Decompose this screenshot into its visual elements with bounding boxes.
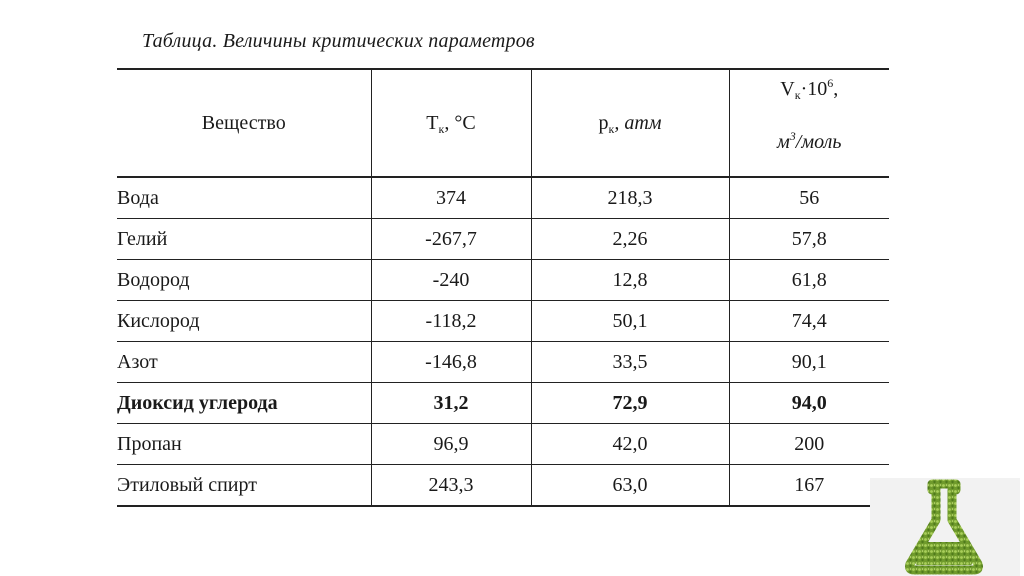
tk-cell: -146,8 — [371, 342, 531, 383]
vk-exponent: 6 — [827, 76, 834, 90]
table-row — [117, 301, 889, 342]
tk-cell: 31,2 — [371, 383, 531, 424]
pk-symbol: p — [598, 111, 609, 134]
header-tk — [371, 69, 531, 177]
substance-cell: Вода — [117, 177, 371, 219]
vk-line-1 — [730, 78, 890, 101]
pk-cell: 33,5 — [531, 342, 729, 383]
table-row — [117, 342, 889, 383]
header-vk — [729, 69, 889, 177]
pk-cell: 63,0 — [531, 465, 729, 507]
critical-parameters-table — [117, 68, 889, 507]
table-row — [117, 260, 889, 301]
tk-cell: -267,7 — [371, 219, 531, 260]
substance-cell: Водород — [117, 260, 371, 301]
vk-unit-exponent: 3 — [789, 129, 796, 143]
substance-cell: Этиловый спирт — [117, 465, 371, 507]
table-caption: Таблица. Величины критических параметров — [142, 30, 535, 52]
vk-comma: , — [833, 78, 839, 100]
vk-cell: 200 — [729, 424, 889, 465]
table-row — [117, 177, 889, 219]
vk-cell: 57,8 — [729, 219, 889, 260]
vk-cell: 94,0 — [729, 383, 889, 424]
vk-cell: 61,8 — [729, 260, 889, 301]
table-row-highlighted — [117, 383, 889, 424]
pk-cell: 218,3 — [531, 177, 729, 219]
vk-cell: 56 — [729, 177, 889, 219]
table-row — [117, 465, 889, 507]
substance-cell: Диоксид углерода — [117, 383, 371, 424]
vk-subscript: к — [794, 88, 801, 102]
substance-cell: Азот — [117, 342, 371, 383]
pk-subscript: к — [608, 121, 615, 136]
green-flask-icon — [870, 478, 1020, 576]
pk-cell: 72,9 — [531, 383, 729, 424]
table-row — [117, 424, 889, 465]
header-substance — [117, 69, 371, 177]
pk-cell: 42,0 — [531, 424, 729, 465]
header-substance-label: Вещество — [201, 111, 286, 134]
tk-cell: 243,3 — [371, 465, 531, 507]
tk-subscript: к — [438, 121, 445, 136]
table-row — [117, 219, 889, 260]
vk-cell: 90,1 — [729, 342, 889, 383]
tk-symbol: T — [426, 111, 439, 134]
pk-cell: 12,8 — [531, 260, 729, 301]
tk-cell: -118,2 — [371, 301, 531, 342]
pk-cell: 2,26 — [531, 219, 729, 260]
vk-unit-rest: /моль — [795, 131, 842, 153]
substance-cell: Пропан — [117, 424, 371, 465]
header-pk — [531, 69, 729, 177]
tk-cell: 96,9 — [371, 424, 531, 465]
tk-unit: , °С — [444, 111, 476, 134]
vk-unit-m: м — [777, 131, 790, 153]
vk-cell: 74,4 — [729, 301, 889, 342]
vk-symbol: V — [780, 78, 795, 100]
pk-unit: , атм — [614, 111, 662, 134]
tk-cell: 374 — [371, 177, 531, 219]
substance-cell: Кислород — [117, 301, 371, 342]
flask-image — [870, 478, 1020, 576]
vk-cell: 167 — [729, 465, 889, 507]
substance-cell: Гелий — [117, 219, 371, 260]
pk-cell: 50,1 — [531, 301, 729, 342]
vk-line-2 — [730, 131, 890, 154]
table-header-row — [117, 69, 889, 177]
tk-cell: -240 — [371, 260, 531, 301]
vk-multiplier: ·10 — [800, 78, 828, 100]
